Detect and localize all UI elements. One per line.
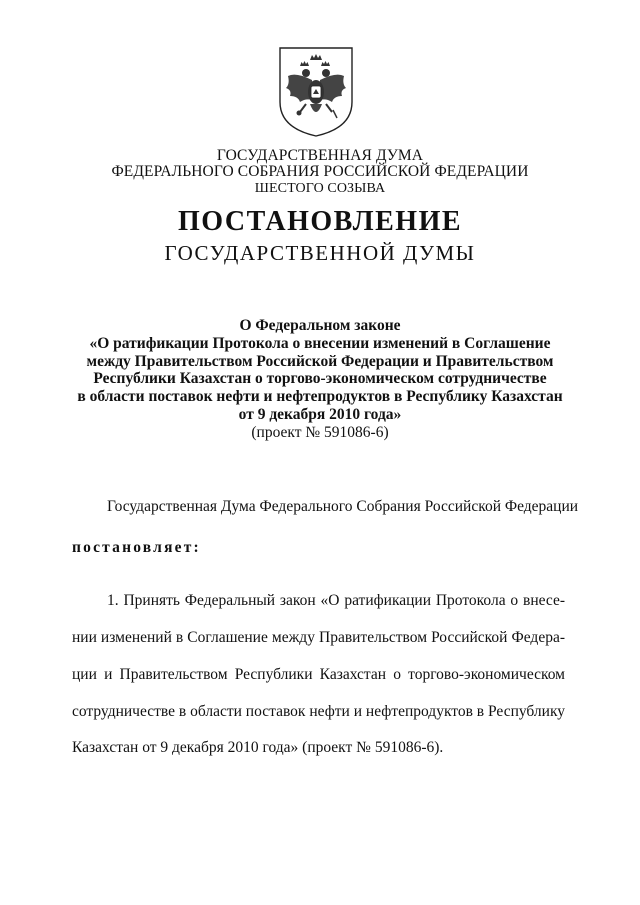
- subject-line: от 9 декабря 2010 года»: [238, 405, 402, 423]
- convocation-line: ШЕСТОГО СОЗЫВА: [254, 181, 386, 196]
- project-number: (проект № 591086-6): [251, 423, 389, 441]
- document-subtitle: ГОСУДАРСТВЕННОЙ ДУМЫ: [164, 241, 476, 265]
- item-1-line: нии изменений в Соглашение между Правительством Российской Федера-: [72, 629, 565, 646]
- document-title: ПОСТАНОВЛЕНИЕ: [177, 206, 463, 237]
- intro-paragraph: Государственная Дума Федерального Собрания Российской Федерации: [107, 498, 579, 515]
- org-line-1: ГОСУДАРСТВЕННАЯ ДУМА: [216, 147, 424, 164]
- subject-line: в области поставок нефти и нефтепродуктов в Республику Казахстан: [77, 388, 563, 406]
- item-1-line: 1. Принять Федеральный закон «О ратификации Протокола о внесе-: [107, 592, 565, 609]
- subject-line: Республики Казахстан о торгово-экономическом сотрудничестве: [93, 370, 547, 388]
- subject-block: [0, 317, 640, 442]
- org-line-2: ФЕДЕРАЛЬНОГО СОБРАНИЯ РОССИЙСКОЙ ФЕДЕРАЦИИ: [111, 163, 529, 180]
- item-1-line: Казахстан от 9 декабря 2010 года» (проект № 591086-6).: [72, 739, 444, 756]
- decree-word: постановляет:: [72, 539, 201, 556]
- item-1-line: ции и Правительством Республики Казахстан о торгово-экономическом: [72, 666, 565, 683]
- subject-line: «О ратификации Протокола о внесении изменений в Соглашение: [89, 334, 551, 352]
- coat-of-arms-icon: [276, 46, 356, 138]
- item-1-line: сотрудничестве в области поставок нефти и нефтепродуктов в Республику: [72, 703, 565, 720]
- subject-line: О Федеральном законе: [239, 317, 401, 334]
- subject-line: между Правительством Российской Федерации и Правительством: [86, 352, 554, 370]
